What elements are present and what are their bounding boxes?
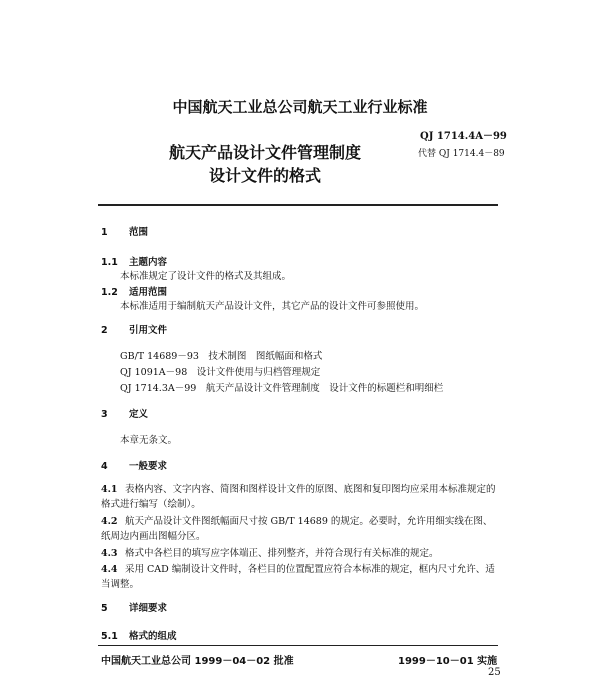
clause-text: 采用 CAD 编制设计文件时，各栏目的位置配置应符合本标准的规定，框内尺寸允许、适当调整。 [101, 564, 495, 590]
reference-item: GB/T 14689－93 技术制图 图纸幅面和格式 [120, 351, 323, 362]
section-title: 一般要求 [129, 461, 168, 472]
section-title: 范围 [129, 227, 149, 238]
section-5-1-heading [101, 628, 177, 642]
section-1-2-text: 本标准适用于编制航天产品设计文件，其它产品的设计文件可参照使用。 [120, 301, 425, 312]
clause-text: 表格内容、文字内容、简图和图样设计文件的原图、底图和复印图均应采用本标准规定的格式进行编写（绘制）。 [101, 484, 496, 510]
effective-date: 1999－10－01 实施 [398, 656, 498, 667]
section-title: 格式的组成 [129, 631, 177, 642]
section-number: 5.1 [101, 631, 118, 642]
reference-item: QJ 1091A－98 设计文件使用与归档管理规定 [120, 367, 321, 378]
header-rule [98, 204, 498, 206]
section-number: 1.1 [101, 257, 118, 268]
reference-item: QJ 1714.3A－99 航天产品设计文件管理制度 设计文件的标题栏和明细栏 [120, 383, 444, 394]
section-1-heading [101, 224, 148, 238]
replaces-standard: 代替 QJ 1714.4－89 [418, 149, 505, 159]
standard-code: QJ 1714.4A－99 [420, 131, 507, 142]
clause-text: 格式中各栏目的填写应字体端正、排列整齐，并符合现行有关标准的规定。 [125, 548, 439, 559]
clause-4-2 [101, 514, 501, 544]
clause-4-3 [101, 546, 501, 561]
section-number: 5 [101, 603, 108, 614]
section-number: 1 [101, 227, 108, 238]
section-title: 适用范围 [129, 287, 168, 298]
clause-4-4 [101, 562, 501, 592]
footer-rule [98, 645, 498, 646]
section-3-heading [101, 406, 148, 420]
section-number: 1.2 [101, 287, 118, 298]
clause-number: 4.2 [101, 516, 118, 527]
section-title: 详细要求 [129, 603, 168, 614]
section-title: 定义 [129, 409, 149, 420]
issuing-organization: 中国航天工业总公司航天工业行业标准 [172, 98, 428, 116]
clause-text: 航天产品设计文件图纸幅面尺寸按 GB/T 14689 的规定。必要时，允许用细实线在图、纸周边内画出图幅分区。 [101, 516, 493, 542]
section-title: 引用文件 [129, 325, 168, 336]
section-4-heading [101, 458, 167, 472]
section-5-heading [101, 600, 167, 614]
clause-number: 4.4 [101, 564, 118, 575]
section-2-heading [101, 322, 167, 336]
document-subtitle: 设计文件的格式 [208, 166, 321, 185]
clause-4-1 [101, 482, 501, 512]
section-1-2-heading [101, 284, 167, 298]
clause-number: 4.3 [101, 548, 118, 559]
section-1-1-heading [101, 254, 167, 268]
section-3-text: 本章无条文。 [120, 435, 178, 446]
approval-date: 中国航天工业总公司 1999－04－02 批准 [101, 656, 294, 667]
section-number: 3 [101, 409, 108, 420]
section-number: 2 [101, 325, 108, 336]
section-number: 4 [101, 461, 108, 472]
page-number: 25 [488, 667, 501, 678]
section-1-1-text: 本标准规定了设计文件的格式及其组成。 [120, 271, 292, 282]
section-title: 主题内容 [129, 257, 168, 268]
document-title: 航天产品设计文件管理制度 [168, 143, 361, 162]
clause-number: 4.1 [101, 484, 118, 495]
